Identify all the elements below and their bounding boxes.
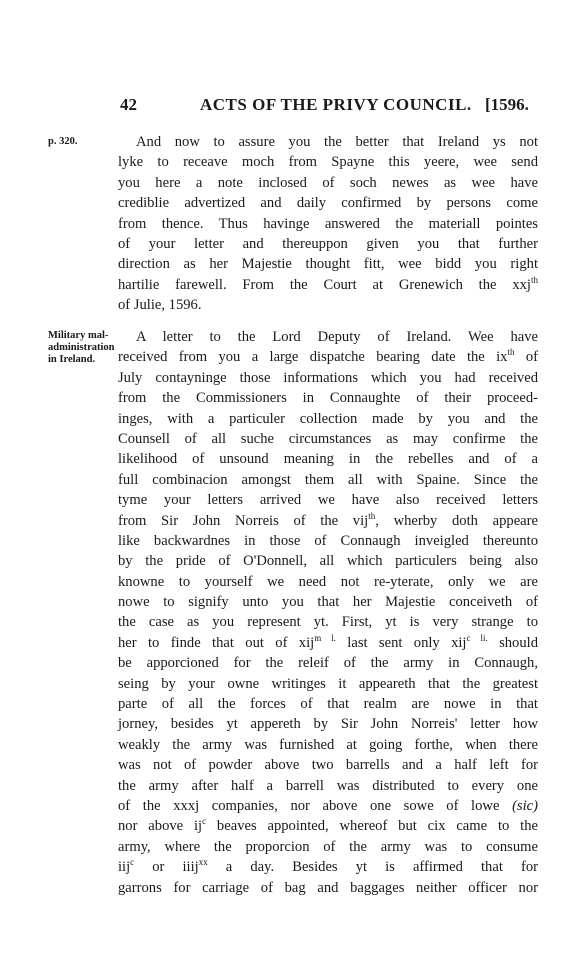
text-line: nor above $ij^c$ beaves appointed, whereof but cix came to the xyxy=(118,816,538,835)
text-line: knowne to yourself we need not re-yterate, only we are xyxy=(118,573,538,590)
text-line: of Julie, 1596. xyxy=(118,297,202,314)
margin-note-page-ref: p. 320. xyxy=(48,136,78,147)
text-line: weakly the army was furnished at going forthe, when there xyxy=(118,736,538,753)
text-line: crediblie advertized and daily confirmed by persons come xyxy=(118,195,538,212)
text-line: full combinacion amongst them all with Spaine. Since the xyxy=(118,471,538,488)
text-line: Counsell of all suche circumstances as may confirme the xyxy=(118,430,538,447)
text-line: from thence. Thus havinge answered the materiall pointes xyxy=(118,215,538,232)
text-line: be apporcioned for the releif of the army in Connaugh, xyxy=(118,655,538,672)
text-line: her to finde that out of xij$^{m l.}$ last sent only xij$^{c li.}$ should xyxy=(118,633,538,651)
text-line: tyme your letters arrived we have also received letters xyxy=(118,492,538,509)
running-header xyxy=(0,95,567,125)
text-line: was not of powder above two barrells and a half left for xyxy=(118,757,538,774)
text-line: the case as you represent yt. First, yt is very strange to xyxy=(118,614,538,631)
paragraph-2 xyxy=(118,327,538,898)
text-line: parte of all the forces of that realm are nowe in that xyxy=(118,696,538,713)
text-line: A letter to the Lord Deputy of Ireland. Wee have xyxy=(136,329,538,345)
text-line: by the pride of O'Donnell, all which particulers being also xyxy=(118,553,538,570)
text-line: garrons for carriage of bag and baggages neither officer nor xyxy=(118,879,538,896)
text-line: from the Commissioners in Connaughte of their proceed- xyxy=(118,390,538,407)
text-line: army, where the proporcion of the army was to consume xyxy=(118,838,538,855)
text-line: iij$^c$ or iiij$^{xx}$ a day. Besides yt is affirmed that for xyxy=(118,857,538,876)
text-line: July contayninge those informations which you had received xyxy=(118,369,538,386)
text-line: likelihood of unsound meaning in the rebelles and of a xyxy=(118,451,538,468)
text-line: direction as her Majestie thought fitt, wee bidd you right xyxy=(118,256,538,273)
text-line: from Sir John Norreis of the vij$^{th}$, wherby doth appeare xyxy=(118,510,538,529)
text-line: of the xxxj companies, nor above one sowe of lowe (sic) xyxy=(118,797,538,814)
text-line: of your letter and thereuppon given you that further xyxy=(118,235,538,252)
text-line: the army after half a barrell was distributed to every one xyxy=(118,777,538,794)
running-year: [1596. xyxy=(485,95,529,114)
text-line: jorney, besides yt appereth by Sir John Norreis' letter how xyxy=(118,716,538,733)
page-number: 42 xyxy=(120,95,137,114)
text-line: seing by your owne writinges it appeareth that the greatest xyxy=(118,675,538,692)
running-title: ACTS OF THE PRIVY COUNCIL. xyxy=(200,95,472,114)
text-line: lyke to receave moch from Spayne this yeere, wee send xyxy=(118,154,538,171)
paragraph-1 xyxy=(118,132,538,316)
text-line: like backwardnes in those of Connaugh inveigled thereunto xyxy=(118,532,538,549)
text-line: And now to assure you the better that Ireland ys not xyxy=(136,134,538,150)
text-line: you here a note inclosed of soch newes as wee have xyxy=(118,174,538,191)
text-line: inges, with a particuler collection made by you and the xyxy=(118,410,538,427)
text-line: hartilie farewell. From the Court at Grenewich the xxj$^{th}$ xyxy=(118,274,538,293)
text-line: nowe to signify unto you that her Majestie conceiveth of xyxy=(118,594,538,611)
text-line: received from you a large dispatche bearing date the $ix^{th}$ of xyxy=(118,347,538,366)
margin-note-military: Military mal- administration in Ireland. xyxy=(48,330,115,365)
